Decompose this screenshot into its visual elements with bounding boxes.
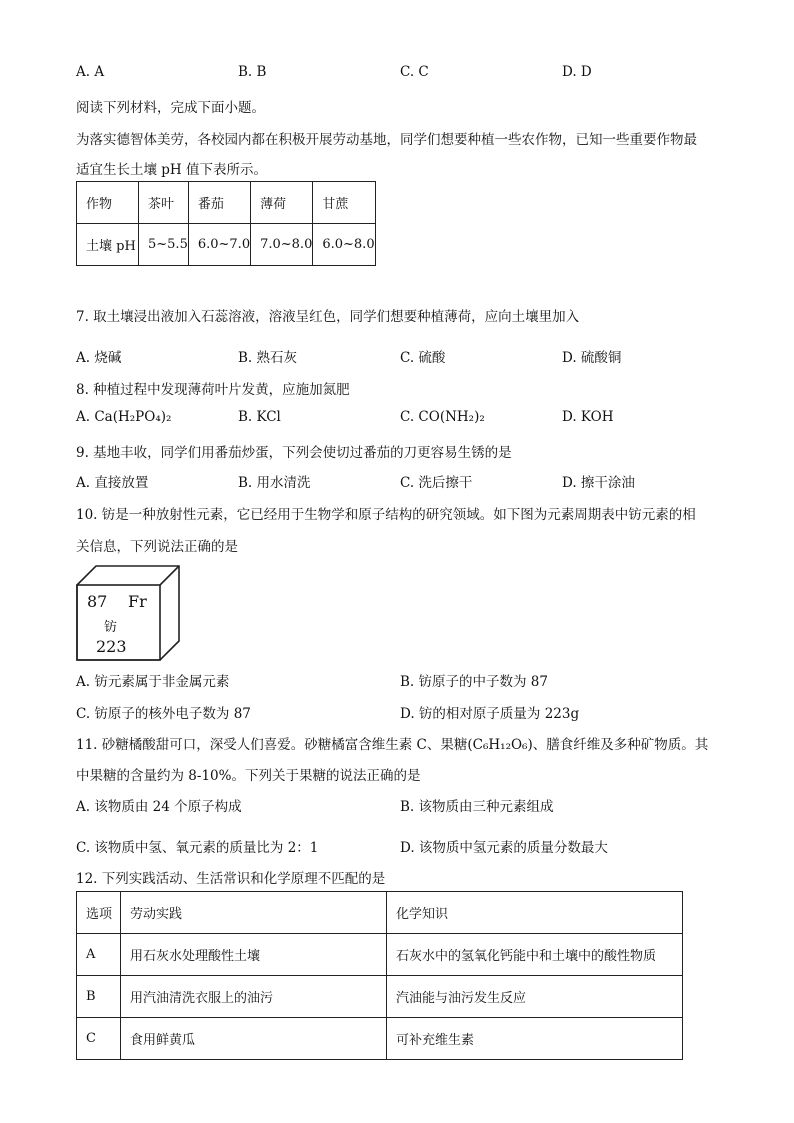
q11-options-row-2: [76, 836, 716, 854]
ph-table-cell: 6.0~7.0: [188, 224, 250, 266]
material-line-1: 为落实德智体美劳，各校园内都在积极开展劳动基地，同学们想要种植一些农作物，已知一些重要作物最: [76, 132, 697, 148]
material-line-2: 适宜生长土壤 pH 值下表所示。: [76, 162, 267, 178]
ph-table-cell: 甘蔗: [313, 182, 375, 224]
q12-table-header-row: [77, 892, 683, 934]
ph-table-cell: 土壤 pH: [77, 224, 139, 266]
q12-table-row: [77, 976, 683, 1018]
q9-option-c: C. 洗后擦干: [400, 475, 473, 491]
element-card-cube-drawing: [76, 565, 180, 661]
q12-table: [76, 891, 683, 1060]
q11-option-a: A. 该物质由 24 个原子构成: [76, 799, 242, 815]
ph-table-cell: 茶叶: [139, 182, 189, 224]
q11-stem-line-2: 中果糖的含量约为 8-10%。下列关于果糖的说法正确的是: [76, 768, 421, 784]
q11-option-c: C. 该物质中氢、氧元素的质量比为 2：1: [76, 840, 319, 856]
q10-option-a: A. 钫元素属于非金属元素: [76, 674, 230, 690]
element-atomic-mass: 223: [96, 637, 127, 656]
q7-option-a: A. 烧碱: [76, 350, 122, 366]
q12-table-cell: A: [77, 934, 121, 976]
q6-option-a: A. A: [76, 64, 105, 80]
q12-table-cell: 用汽油清洗衣服上的油污: [121, 976, 387, 1018]
ph-table-cell: 5~5.5: [139, 224, 189, 266]
element-symbol: Fr: [128, 592, 147, 611]
q8-stem: 8. 种植过程中发现薄荷叶片发黄，应施加氮肥: [76, 382, 350, 398]
q12-table-cell: C: [77, 1018, 121, 1060]
ph-table-header-row: [77, 182, 376, 224]
q12-table-row: [77, 934, 683, 976]
q12-table-cell: 可补充维生素: [387, 1018, 683, 1060]
q8-options: [76, 409, 716, 427]
q10-options-row-1: [76, 670, 716, 688]
q8-option-d: D. KOH: [562, 409, 614, 425]
q8-option-a: A. Ca(H₂PO₄)₂: [76, 409, 172, 425]
ph-table-cell: 番茄: [188, 182, 250, 224]
q10-option-c: C. 钫原子的核外电子数为 87: [76, 706, 251, 722]
q12-table-cell: 石灰水中的氢氧化钙能中和土壤中的酸性物质: [387, 934, 683, 976]
q6-option-c: C. C: [400, 64, 429, 80]
q10-option-b: B. 钫原子的中子数为 87: [400, 674, 548, 690]
q12-table-cell: 食用鲜黄瓜: [121, 1018, 387, 1060]
q11-option-d: D. 该物质中氢元素的质量分数最大: [400, 840, 608, 856]
q10-option-d: D. 钫的相对原子质量为 223g: [400, 706, 580, 722]
element-name: 钫: [104, 620, 118, 635]
element-card: [76, 565, 180, 661]
q12-table-cell: 选项: [77, 892, 121, 934]
q8-option-c: C. CO(NH₂)₂: [400, 409, 485, 425]
q6-option-d: D. D: [562, 64, 592, 80]
q11-options-row-1: [76, 795, 716, 813]
q12-table-cell: 化学知识: [387, 892, 683, 934]
ph-table: [76, 181, 376, 266]
q11-option-b: B. 该物质由三种元素组成: [400, 799, 554, 815]
q9-option-b: B. 用水清洗: [238, 475, 311, 491]
q12-table-row: [77, 1018, 683, 1060]
q12-table-cell: B: [77, 976, 121, 1018]
ph-table-value-row: [77, 224, 376, 266]
q10-stem-line-2: 关信息，下列说法正确的是: [76, 539, 238, 555]
intro-line: 阅读下列材料，完成下面小题。: [76, 100, 265, 116]
ph-table-cell: 6.0~8.0: [313, 224, 375, 266]
q12-table-cell: 汽油能与油污发生反应: [387, 976, 683, 1018]
ph-table-cell: 薄荷: [251, 182, 313, 224]
q9-stem: 9. 基地丰收，同学们用番茄炒蛋，下列会使切过番茄的刀更容易生锈的是: [76, 445, 512, 461]
q9-option-a: A. 直接放置: [76, 475, 149, 491]
q6-options: [76, 64, 716, 82]
element-atomic-number: 87: [87, 592, 108, 611]
q10-stem-line-1: 10. 钫是一种放射性元素，它已经用于生物学和原子结构的研究领域。如下图为元素周期表中钫元素的相: [76, 507, 696, 523]
q7-option-b: B. 熟石灰: [238, 350, 298, 366]
q10-options-row-2: [76, 702, 716, 720]
ph-table-cell: 作物: [77, 182, 139, 224]
q7-stem: 7. 取土壤浸出液加入石蕊溶液，溶液呈红色，同学们想要种植薄荷，应向土壤里加入: [76, 309, 580, 325]
q7-option-c: C. 硫酸: [400, 350, 446, 366]
q9-options: [76, 471, 716, 489]
q7-option-d: D. 硫酸铜: [562, 350, 622, 366]
q8-option-b: B. KCl: [238, 409, 281, 425]
q11-stem-line-1: 11. 砂糖橘酸甜可口，深受人们喜爱。砂糖橘富含维生素 C、果糖(C₆H₁₂O₆)、膳食纤维及多种矿物质。其: [76, 737, 709, 753]
q12-stem: 12. 下列实践活动、生活常识和化学原理不匹配的是: [76, 871, 386, 887]
q9-option-d: D. 擦干涂油: [562, 475, 635, 491]
q12-table-cell: 劳动实践: [121, 892, 387, 934]
q12-table-cell: 用石灰水处理酸性土壤: [121, 934, 387, 976]
q7-options: [76, 346, 716, 364]
ph-table-cell: 7.0~8.0: [251, 224, 313, 266]
q6-option-b: B. B: [238, 64, 267, 80]
